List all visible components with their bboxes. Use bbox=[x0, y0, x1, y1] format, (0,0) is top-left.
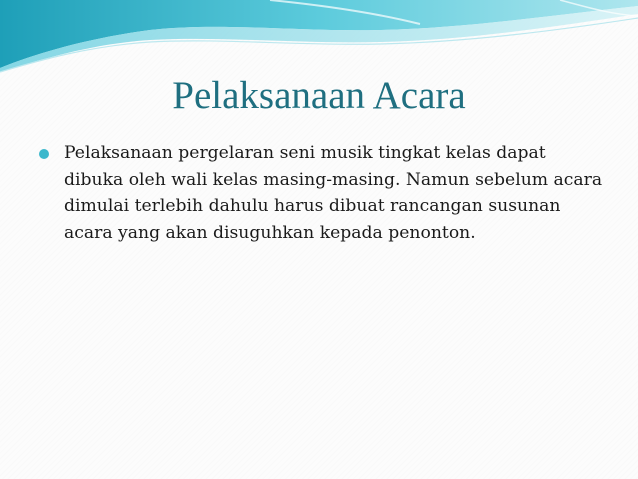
slide-content bbox=[36, 140, 606, 246]
slide-title: Pelaksanaan Acara bbox=[172, 74, 466, 117]
filled-circle-bullet-icon bbox=[39, 149, 49, 159]
bullet-text: Pelaksanaan pergelaran seni musik tingkat kelas dapat dibuka oleh wali kelas masing-masing. Namun sebelum acara dimulai terlebih dahulu harus dibuat rancangan susunan acara yang akan disuguhkan kepada penonton. bbox=[64, 143, 603, 243]
bullet-item bbox=[36, 140, 606, 246]
header-wave-decoration bbox=[0, 0, 638, 80]
